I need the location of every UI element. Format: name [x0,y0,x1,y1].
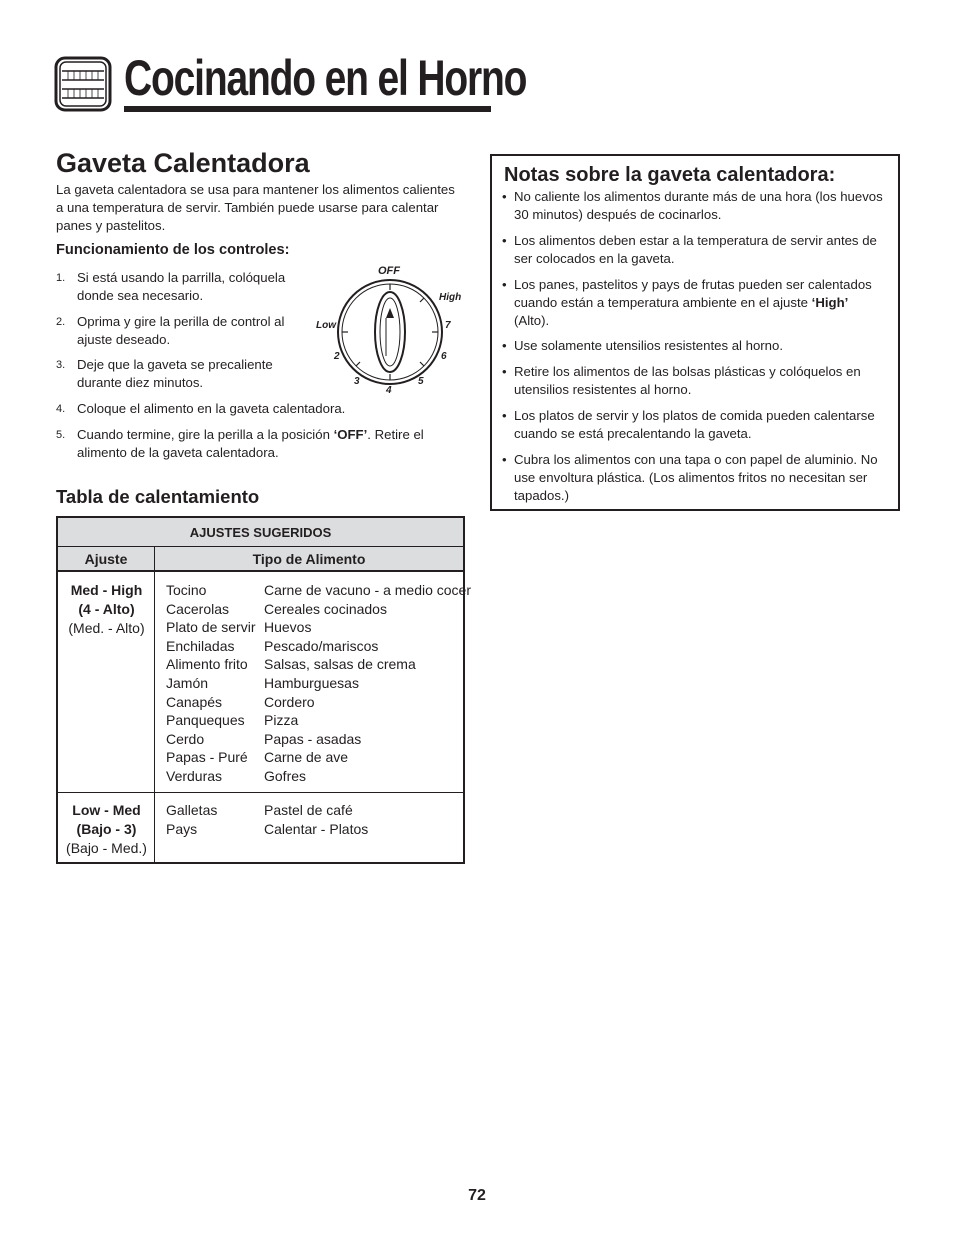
notes-title: Notas sobre la gaveta calentadora: [504,164,836,186]
note-text [514,407,886,443]
note-line: tapados.) [514,488,569,503]
note-line: Use solamente utensilios resistentes al horno. [514,338,784,353]
step-text [77,313,284,349]
step-line: Deje que la gaveta se precaliente [77,357,273,372]
note-line: Retire los alimentos de las bolsas plásticas y colóquelos en [514,364,861,379]
step-text [77,400,345,418]
table-row-foods-col-b [264,581,471,786]
step-text [77,426,424,462]
section-title: Gaveta Calentadora [56,148,310,178]
step-bold-off: ‘OFF’ [333,427,368,442]
setting-plain: (Med. - Alto) [68,620,145,636]
setting-name: Low - Med [72,802,141,818]
food-item: Huevos [264,619,312,636]
step-line: ajuste deseado. [77,332,171,347]
note-text [514,232,886,268]
notes-box [490,154,900,511]
bullet-icon: • [502,408,507,423]
bullet-icon: • [502,189,507,204]
setting-name: Med - High [70,582,143,598]
setting-plain: (Bajo - Med.) [66,840,147,856]
step-line: Cuando termine, gire la perilla a la posición [77,427,334,442]
food-item: Carne de ave [264,749,349,766]
food-item: Cacerolas [166,600,230,617]
table-row-setting [58,801,155,858]
step-number: 5. [56,429,66,441]
food-item: Papas - asadas [264,730,362,747]
food-item: Tocino [166,582,207,598]
food-item: Pays [166,820,198,837]
oven-icon [54,56,112,112]
bullet-icon: • [502,338,507,353]
table-row-divider [58,792,155,793]
food-item: Enchiladas [166,637,235,654]
note-line: cuando se está precalentando la gaveta. [514,426,752,441]
step-line: . Retire el [367,427,424,442]
dial-label-5: 5 [418,376,424,387]
food-item: Plato de servir [166,619,256,636]
food-item: Gofres [264,767,307,784]
table-row-foods-col-b [264,801,368,838]
food-item: Carne de vacuno - a medio cocer [264,582,471,598]
food-item: Hamburguesas [264,674,359,691]
note-line: Los platos de servir y los platos de comida pueden calentarse [514,408,875,423]
table-col-header-food: Tipo de Alimento [155,547,463,572]
step-number: 1. [56,272,66,284]
table-top-header: AJUSTES SUGERIDOS [58,518,463,547]
note-line: No caliente los alimentos durante más de una hora (los huevos [514,189,883,204]
table-row-foods-col-a [166,581,255,786]
note-line: cuando están a temperatura ambiente en el ajuste [514,295,812,310]
food-item: Papas - Puré [166,749,248,766]
dial-label-4: 4 [386,385,392,396]
step-line: Si está usando la parrilla, colóquela [77,270,286,285]
dial-label-2: 2 [334,351,340,362]
food-item: Pescado/mariscos [264,637,379,654]
food-item: Cerdo [166,730,205,747]
food-item: Cordero [264,693,315,710]
dial-label-low: Low [316,320,336,331]
note-line: Los alimentos deben estar a la temperatura de servir antes de [514,233,877,248]
note-line: Los panes, pastelitos y pays de frutas pueden ser calentados [514,277,872,292]
dial-label-off: OFF [378,265,400,277]
food-item: Canapés [166,693,223,710]
table-row-foods-col-a [166,801,217,838]
step-number: 4. [56,403,66,415]
note-text [514,337,886,355]
note-text [514,451,886,505]
note-line: utensilios resistentes al horno. [514,382,692,397]
table-row-divider [155,792,463,793]
food-item: Verduras [166,767,223,784]
bullet-icon: • [502,364,507,379]
note-text [514,363,886,399]
note-line: use envoltura plástica. (Los alimentos fritos no necesitan ser [514,470,868,485]
step-number: 2. [56,316,66,328]
note-line: 30 minutos) después de cocinarlos. [514,207,722,222]
note-line: ser colocados en la gaveta. [514,251,675,266]
step-text [77,269,285,305]
note-text [514,188,886,224]
food-item: Pizza [264,712,299,729]
note-bold-high: ‘High’ [811,295,849,310]
header-rule [124,106,491,112]
step-text [77,356,273,392]
food-item: Galletas [166,802,218,818]
food-item: Salsas, salsas de crema [264,656,416,673]
page-number: 72 [468,1187,486,1204]
food-item: Calentar - Platos [264,820,369,837]
step-line: Coloque el alimento en la gaveta calentadora. [77,401,346,416]
table-row-setting [58,581,155,638]
section-intro: La gaveta calentadora se usa para mantener los alimentos calientes a una temperatura de servir. También puede usarse para calentar panes y pastelitos. [56,182,455,233]
note-line: Cubra los alimentos con una tapa o con papel de aluminio. No [514,452,878,467]
food-item: Pastel de café [264,802,353,818]
step-line: donde sea necesario. [77,288,204,303]
dial-label-3: 3 [354,376,360,387]
table-heading: Tabla de calentamiento [56,486,260,507]
step-line: alimento de la gaveta calentadora. [77,445,279,460]
food-item: Cereales cocinados [264,600,387,617]
dial-label-high: High [439,292,462,303]
table-col-header-setting: Ajuste [58,547,155,572]
step-number: 3. [56,359,66,371]
step-line: Oprima y gire la perilla de control al [77,314,285,329]
bullet-icon: • [502,277,507,292]
bullet-icon: • [502,452,507,467]
food-item: Alimento frito [166,656,248,673]
control-knob-diagram [312,260,472,400]
food-item: Jamón [166,674,209,691]
note-text [514,276,886,330]
controls-heading: Funcionamiento de los controles: [56,242,290,258]
page-header-title: Cocinando en el Horno [124,50,527,106]
dial-label-6: 6 [441,351,447,362]
note-line: (Alto). [514,313,550,328]
setting-alt: (Bajo - 3) [76,821,137,837]
setting-alt: (4 - Alto) [78,601,135,617]
bullet-icon: • [502,233,507,248]
dial-label-7: 7 [445,320,451,331]
food-item: Panqueques [166,712,245,729]
heating-table [56,516,471,864]
step-line: durante diez minutos. [77,375,204,390]
